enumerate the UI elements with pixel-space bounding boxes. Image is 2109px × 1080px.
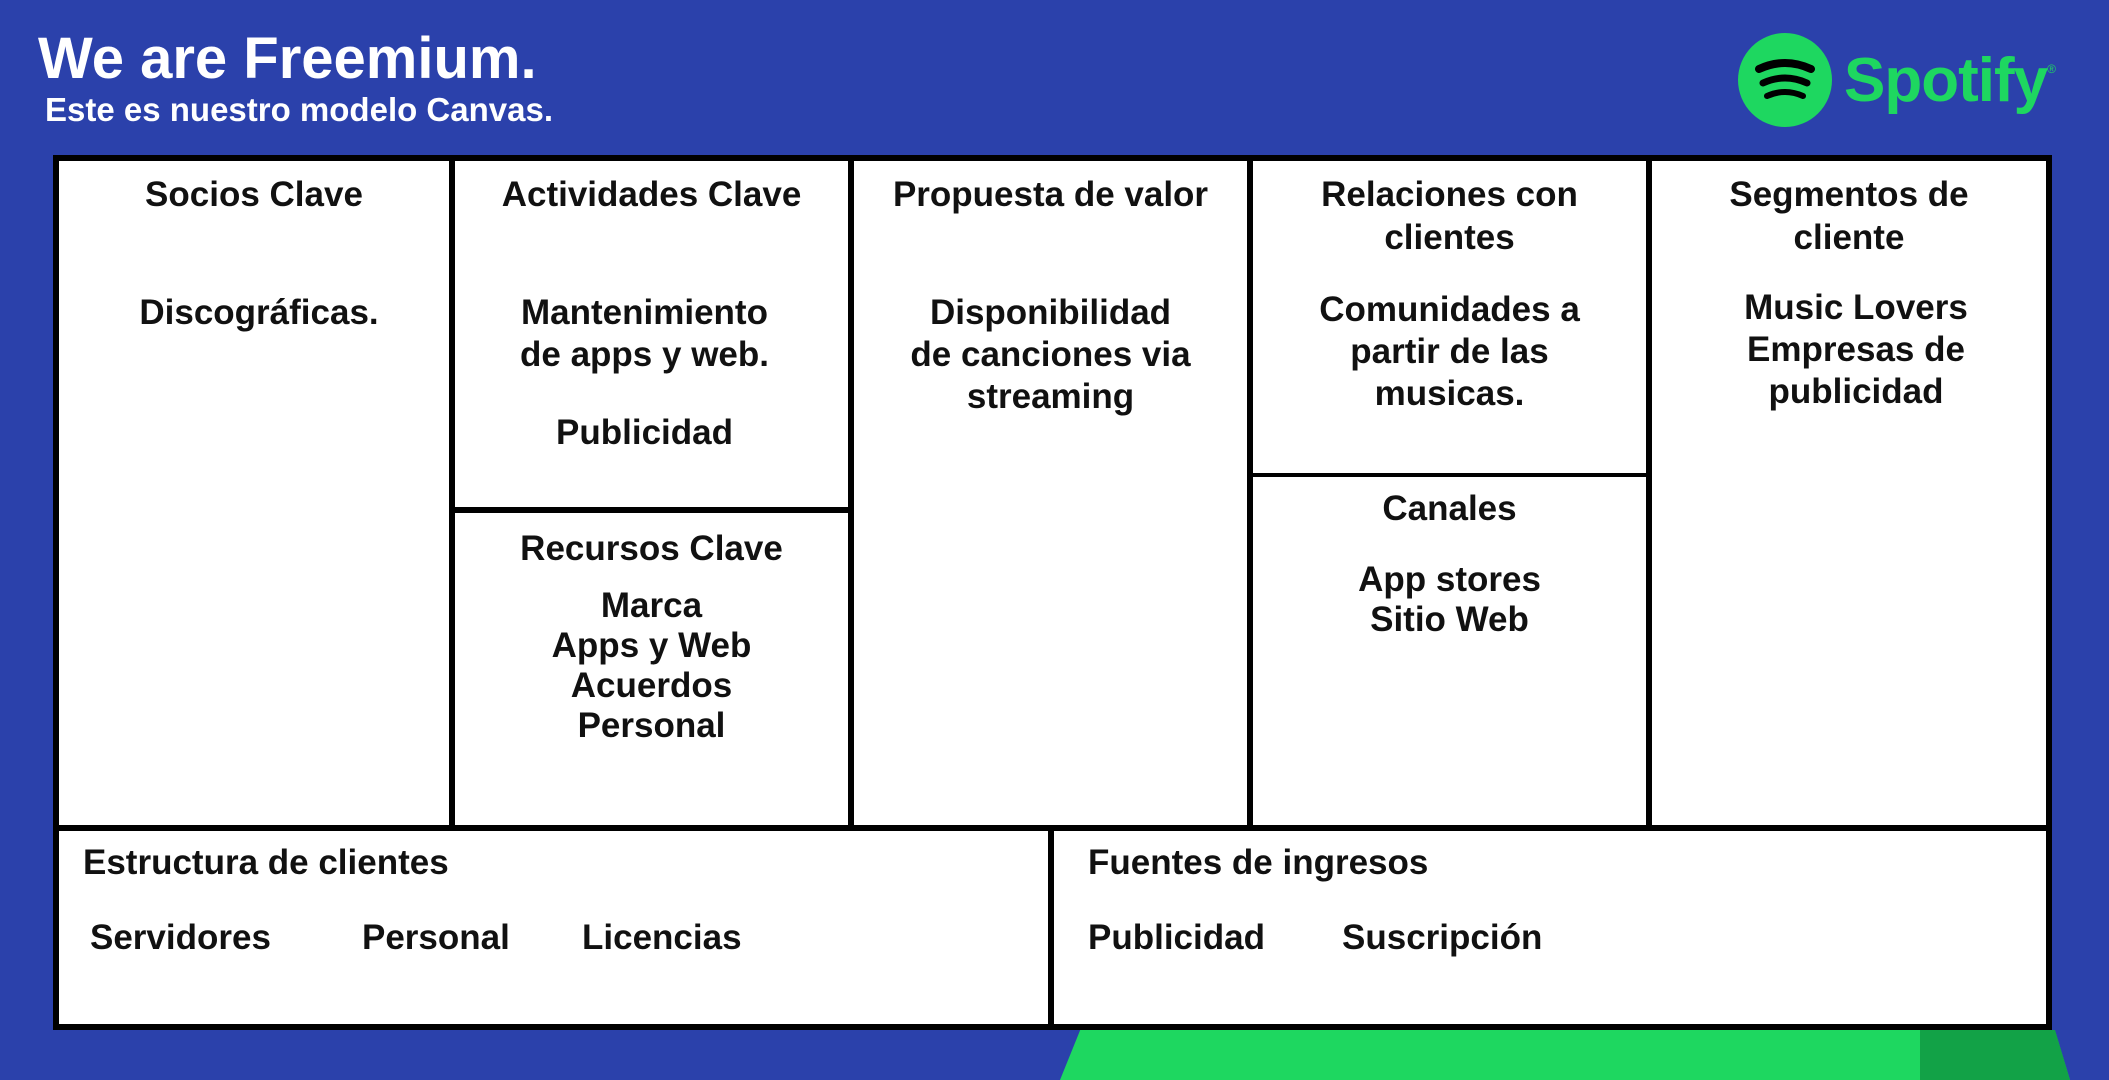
canales-title: Canales [1382, 489, 1517, 528]
socios-clave-title: Socios Clave [145, 175, 363, 214]
segmentos-cliente-box [1652, 161, 2046, 825]
propuesta-valor-box [854, 161, 1247, 825]
estructura-item: Licencias [582, 918, 742, 957]
fuentes-ingresos-box [1054, 831, 2046, 1024]
propuesta-item: streaming [966, 377, 1135, 416]
relaciones-clientes-box [1253, 161, 1646, 473]
spotify-logo [1738, 32, 2058, 128]
registered-mark: ® [2047, 62, 2056, 76]
spotify-wordmark: Spotify [1844, 45, 2048, 115]
relaciones-item: Comunidades a [1319, 290, 1580, 329]
canales-item: Sitio Web [1370, 600, 1529, 639]
estructura-clientes-box [59, 831, 1048, 1024]
actividades-clave-box [455, 161, 848, 507]
socios-item: Discográficas. [139, 293, 379, 332]
segmentos-cliente-title [1652, 173, 2046, 259]
estructura-item: Servidores [90, 918, 271, 957]
recursos-item: Marca [600, 586, 703, 625]
page-subtitle: Este es nuestro modelo Canvas. [45, 91, 554, 128]
actividades-item: Publicidad [556, 413, 733, 452]
decorative-dark-green-band [1920, 1030, 2070, 1080]
segmentos-item: Music Lovers [1744, 288, 1968, 327]
recursos-item: Acuerdos [570, 666, 733, 705]
actividades-item: de apps y web. [520, 335, 769, 374]
recursos-item: Apps y Web [551, 626, 752, 665]
canales-box [1253, 477, 1646, 825]
relaciones-item: partir de las [1350, 332, 1549, 371]
canales-item: App stores [1358, 560, 1541, 599]
relaciones-item: musicas. [1374, 374, 1525, 413]
segmentos-title-line: cliente [1793, 218, 1905, 257]
fuentes-item: Publicidad [1088, 918, 1265, 957]
spotify-icon [1738, 33, 1832, 127]
estructura-item: Personal [362, 918, 510, 957]
segmentos-item: publicidad [1768, 372, 1944, 411]
socios-clave-box [59, 161, 449, 825]
segmentos-item: Empresas de [1747, 330, 1965, 369]
fuentes-item: Suscripción [1342, 918, 1543, 957]
propuesta-valor-title: Propuesta de valor [892, 175, 1209, 214]
relaciones-title-line: Relaciones con [1321, 175, 1578, 214]
actividades-clave-title: Actividades Clave [501, 175, 802, 214]
propuesta-item: Disponibilidad [929, 293, 1172, 332]
business-model-canvas [53, 155, 2052, 1030]
recursos-item: Personal [577, 706, 726, 745]
recursos-clave-box [455, 513, 848, 825]
propuesta-item: de canciones via [910, 335, 1191, 374]
fuentes-ingresos-title: Fuentes de ingresos [1088, 843, 1429, 882]
relaciones-title-line: clientes [1384, 218, 1515, 257]
page-title: We are Freemium. [38, 26, 537, 91]
decorative-green-band [1060, 1030, 2070, 1080]
recursos-clave-title: Recursos Clave [520, 529, 783, 568]
segmentos-title-line: Segmentos de [1729, 175, 1969, 214]
actividades-item: Mantenimiento [521, 293, 768, 332]
relaciones-clientes-title [1253, 173, 1646, 259]
estructura-clientes-title: Estructura de clientes [83, 843, 449, 882]
